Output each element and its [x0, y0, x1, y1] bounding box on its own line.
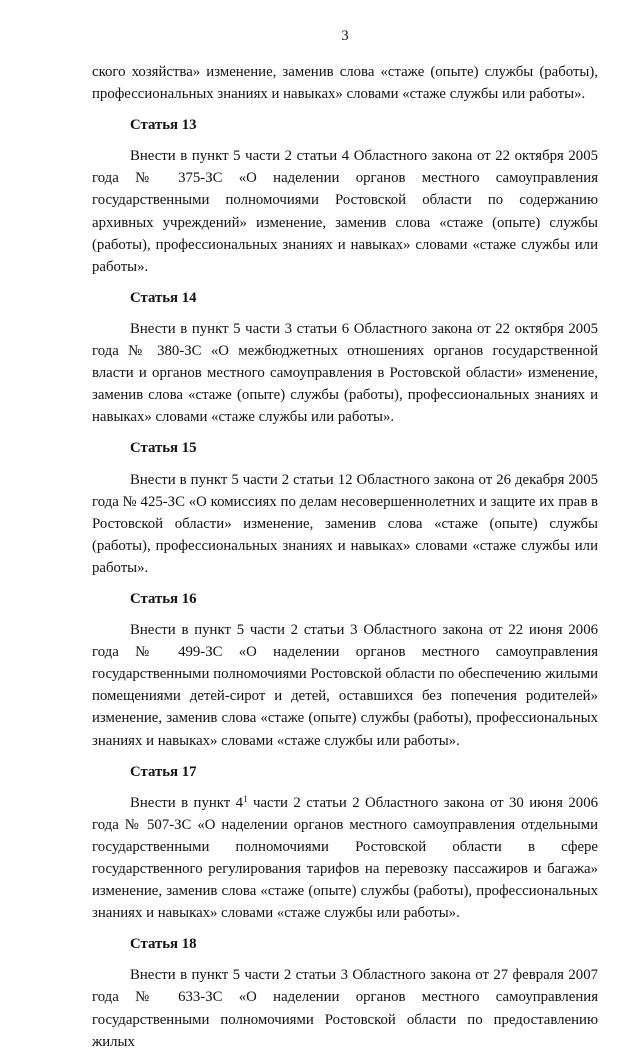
article-17-text-start: Внести в пункт 4 [130, 794, 244, 811]
superscript-marker: 1 [243, 793, 248, 804]
article-17-heading: Статья 17 [130, 763, 197, 780]
article-15-text: Внести в пункт 5 части 2 статьи 12 Областного закона от 26 декабря 2005 года № 425-ЗС «О комиссиях по делам несовершеннолетних и защите их прав в Ростовской области» изменение, заменив слова «стаже (опыте) службы (работы), профессиональных знаниях и навыках» словами «стаже службы или работы». [92, 471, 598, 576]
article-13-text: Внести в пункт 5 части 2 статьи 4 Областного закона от 22 октября 2005 года № 375-ЗС «О наделении органов местного самоуправления государственными полномочиями Ростовской области по содержанию архивных учреждений» изменение, заменив слова «стаже (опыте) службы (работы), профессиональных знаниях и навыках» словами «стаже службы или работы». [92, 148, 598, 275]
article-15-heading: Статья 15 [130, 440, 197, 457]
article-17-text-end: части 2 статьи 2 Областного закона от 30 июня 2006 года № 507-ЗС «О наделении органов местного самоуправления отдельными государственными полномочиями Ростовской области в сфере государственного регулирования тарифов на перевозку пассажиров и багажа» изменение, заменив слова «стаже (опыте) службы (работы), профессиональных знаниях и навыках» словами «стаже службы или работы». [92, 794, 598, 922]
article-18-heading: Статья 18 [130, 936, 197, 953]
article-18-text: Внести в пункт 5 части 2 статьи 3 Областного закона от 27 февраля 2007 года № 633-ЗС «О наделении органов местного самоуправления государственными полномочиями Ростовской области по предоставлению жилых [92, 967, 598, 1050]
article-14-text: Внести в пункт 5 части 3 статьи 6 Областного закона от 22 октября 2005 года № 380-ЗС «О межбюджетных отношениях органов государственной власти и органов местного самоуправления в Ростовской области» изменение, заменив слова «стаже (опыте) службы (работы), профессиональных знаниях и навыках» словами «стаже службы или работы». [92, 320, 598, 426]
continued-paragraph: ского хозяйства» изменение, заменив слова «стаже (опыте) службы (работы), профессиональных знаниях и навыках» словами «стаже службы или работы». [92, 64, 598, 103]
article-14-heading: Статья 14 [130, 289, 197, 306]
document-body [92, 61, 598, 1053]
article-16-text: Внести в пункт 5 части 2 статьи 3 Областного закона от 22 июня 2006 года № 499-ЗС «О наделении органов местного самоуправления государственными полномочиями Ростовской области по обеспечению жилыми помещениями детей-сирот и детей, оставшихся без попечения родителей» изменение, заменив слова «стаже (опыте) службы (работы), профессиональных знаниях и навыках» словами «стаже службы или работы». [92, 622, 598, 749]
article-16-heading: Статья 16 [130, 590, 197, 607]
article-17-text [92, 792, 598, 925]
article-13-heading: Статья 13 [130, 117, 197, 134]
page-number: 3 [341, 28, 349, 44]
